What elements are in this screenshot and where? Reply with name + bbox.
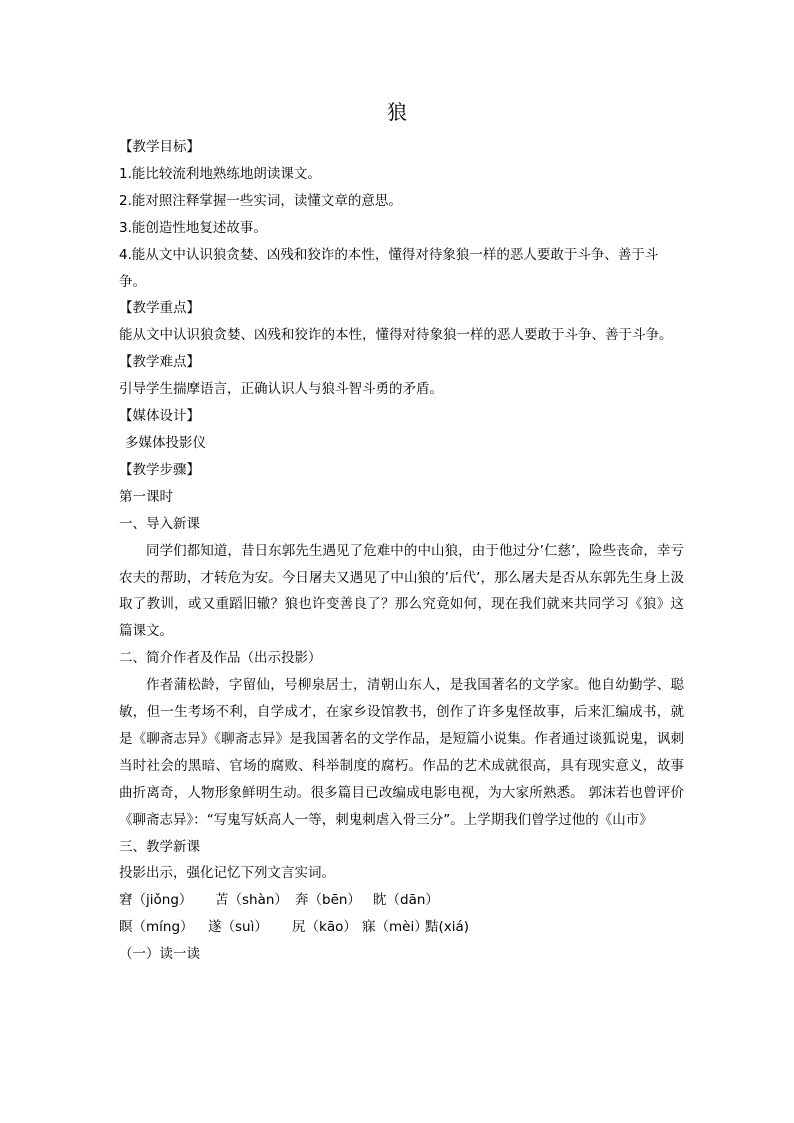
vocab-row-1 xyxy=(119,887,684,914)
objective-4: 4.能从文中认识狼贪婪、凶残和狡诈的本性，懂得对待象狼一样的恶人要敢于斗争、善于斗 xyxy=(119,246,659,263)
vocab-item: 奔（bēn） xyxy=(295,892,361,909)
vocab-intro: 投影出示，强化记忆下列文言实词。 xyxy=(119,865,335,882)
vocab-item: 瞑（míng） xyxy=(119,919,194,936)
lesson-label: 第一课时 xyxy=(119,488,173,505)
sub-heading-read: （一）读一读 xyxy=(119,946,200,963)
objective-2: 2.能对照注释掌握一些实词，读懂文章的意思。 xyxy=(119,192,402,209)
heading-new-lesson: 三、教学新课 xyxy=(119,838,200,855)
heading-author: 二、简介作者及作品（出示投影） xyxy=(119,650,322,667)
document-title: 狼 xyxy=(387,100,407,124)
objective-3: 3.能创造性地复述故事。 xyxy=(119,219,267,236)
vocab-item: 尻（kāo） xyxy=(292,919,357,936)
section-heading-key-points: 【教学重点】 xyxy=(119,300,200,317)
vocab-item: 遂（suì） xyxy=(208,919,268,936)
author-paragraph: 作者蒲松龄，字留仙，号柳泉居士，清朝山东人，是我国著名的文学家。他自幼勤学、聪敏，但一生考场不利，自学成才，在家乡设馆教书，创作了许多鬼怪故事，后来汇编成书，就是《聊斋志异》《聊斋志异》是我国著名的文学作品，是短篇小说集。作者通过谈狐说鬼，讽刺当时社会的黑暗、官场的腐败、科举制度的腐朽。作品的艺术成就很高，具有现实意义，故事曲折离奇，人物形象鲜明生动。很多篇目已改编成电影电视，为大家所熟悉。 郭沫若也曾评价《聊斋志异》：“写鬼写妖高人一等，刺鬼刺虐入骨三分”。上学期我们曾学过他的《山市》 xyxy=(119,677,684,828)
section-heading-media: 【媒体设计】 xyxy=(119,408,200,425)
heading-intro: 一、导入新课 xyxy=(119,515,200,532)
objective-4-cont: 争。 xyxy=(119,273,146,290)
vocab-item: 窘（jiǒng） xyxy=(119,892,193,909)
vocab-item: 黠(xiá) xyxy=(425,919,470,936)
vocab-item: 寐（mèi） xyxy=(362,919,428,936)
objective-1: 1.能比较流利地熟练地朗读课文。 xyxy=(119,165,321,182)
section-heading-objectives: 【教学目标】 xyxy=(119,139,200,155)
difficulties-text: 引导学生揣摩语言，正确认识人与狼斗智斗勇的矛盾。 xyxy=(119,381,443,398)
media-text: 多媒体投影仪 xyxy=(125,434,206,451)
document-body xyxy=(119,134,684,968)
vocab-row-2 xyxy=(119,914,684,941)
section-heading-steps: 【教学步骤】 xyxy=(119,461,200,478)
section-heading-difficulties: 【教学难点】 xyxy=(119,354,200,371)
intro-paragraph: 同学们都知道，昔日东郭先生遇见了危难中的中山狼，由于他过分’仁慈’，险些丧命，幸亏农夫的帮助，才转危为安。今日屠夫又遇见了中山狼的’后代’，那么屠夫是否从东郭先生身上汲取了教训，或又重蹈旧辙？狼也许变善良了？那么究竟如何，现在我们就来共同学习《狼》这篇课文。 xyxy=(119,542,684,640)
vocab-item: 眈（dān） xyxy=(373,892,439,909)
key-points-text: 能从文中认识狼贪婪、凶残和狡诈的本性，懂得对待象狼一样的恶人要敢于斗争、善于斗争。 xyxy=(119,327,673,344)
vocab-item: 苫（shàn） xyxy=(215,892,288,909)
